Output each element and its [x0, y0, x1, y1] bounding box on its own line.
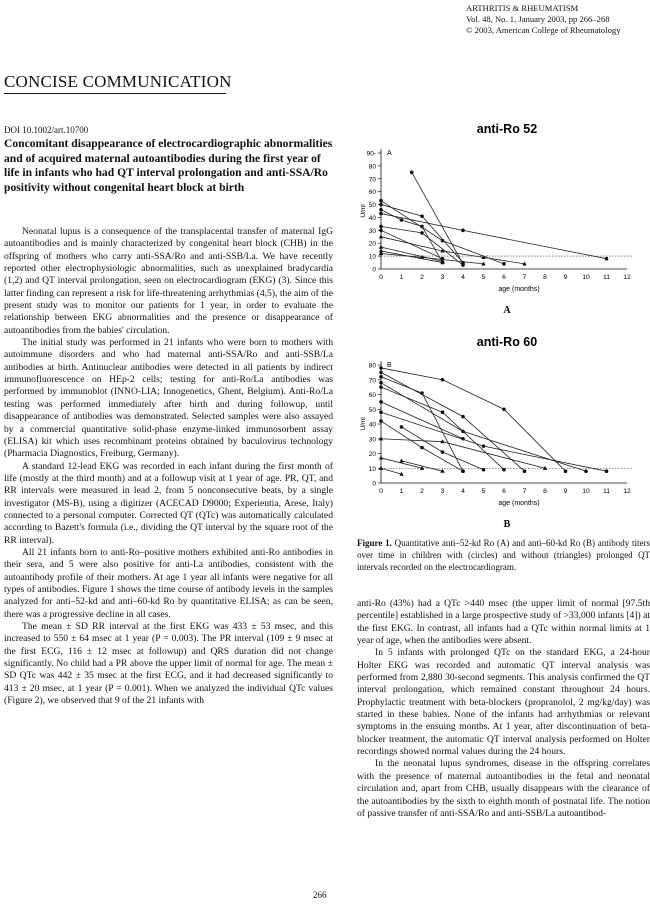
y-tick-label: 0 — [372, 480, 376, 488]
panel-label: A — [503, 305, 511, 316]
data-point-circle — [441, 378, 445, 382]
y-tick-label: 20 — [368, 451, 376, 458]
y-axis-label: U/ml — [360, 417, 367, 431]
x-tick-label: 7 — [522, 274, 527, 281]
section-title: CONCISE COMMUNICATION — [4, 72, 232, 91]
panel-inner-label: B — [387, 362, 392, 369]
data-point-triangle — [379, 245, 383, 249]
chart-title: anti-Ro 52 — [476, 122, 538, 136]
series-line — [381, 387, 504, 470]
x-tick-label: 4 — [461, 488, 465, 495]
chart-panel-b — [360, 335, 633, 530]
x-tick-label: 10 — [582, 274, 590, 281]
data-point-circle — [379, 208, 383, 212]
journal-header — [466, 3, 636, 36]
y-tick-label: 10 — [368, 465, 376, 473]
data-point-circle — [420, 214, 424, 218]
x-tick-label: 5 — [481, 274, 486, 281]
data-point-circle — [461, 415, 465, 419]
data-point-triangle — [379, 234, 383, 238]
journal-volume: Vol. 48, No. 1, January 2003, pp 266–268 — [466, 14, 610, 24]
data-point-circle — [379, 410, 383, 414]
x-tick-label: 5 — [481, 488, 486, 495]
data-point-circle — [441, 410, 445, 414]
x-tick-label: 7 — [522, 488, 527, 495]
chart-title: anti-Ro 60 — [476, 335, 538, 349]
section-rule — [4, 93, 226, 94]
figure-1 — [357, 117, 650, 532]
data-point-circle — [379, 400, 383, 404]
x-tick-label: 8 — [543, 488, 547, 495]
paragraph: The mean ± SD RR interval at the first EKG was 433 ± 53 msec, and this increased to 550 ± 64 msec at 1 year (P = 0.003). The PR interval (109 ± 9 msec at the first ECG, 116 ± 12 msec at followup) and QRS duration did not change significantly. No child had a PR above the upper limit of normal for age. The mean ± SD QTc was 442 ± 35 msec at the first ECG, and it had decreased significantly to 413 ± 20 msec, at 1 year (P = 0.001). When we analyzed the individual QTc values (Figure 2), we observed that 9 of the 21 infants with — [4, 621, 333, 707]
paragraph: The initial study was performed in 21 infants who were born to mothers with autoimmune disorders and who had maternal anti-SSA/Ro and anti-SSB/La antibodies at birth. Antinuclear antibodies were detected in all patients by indirect immunofluorescence on HEp-2 cells; testing for anti-Ro/La antibodies was performed by immunoblot (INNO-LIA; Innogenetics, Ghent, Belgium). Anti-Ro/La testing was performed immediately after birth and during followup, until disappearance of antibodies was demonstrated. Selected samples were also assayed by a commercial quantitative solid-phase enzyme-linked immunosorbent assay (ELISA) kit which uses recombinant proteins obtained by baculovirus technology (Pharmacia Diagnostics, Freiburg, Germany). — [4, 337, 333, 460]
x-axis-label: age (months) — [498, 500, 540, 507]
y-tick-label: 80 — [368, 163, 376, 171]
data-point-circle — [410, 171, 414, 175]
x-tick-label: 2 — [420, 274, 424, 281]
y-tick-label: 70 — [368, 377, 376, 385]
journal-copyright: © 2003, American College of Rheumatology — [466, 25, 621, 35]
series-line — [381, 214, 607, 259]
chart-panel-a — [360, 122, 633, 316]
panel-inner-label: A — [387, 150, 392, 157]
x-tick-label: 12 — [623, 274, 631, 281]
paragraph: Neonatal lupus is a consequence of the transplacental transfer of maternal IgG autoantibodies and is mainly characterized by congenital heart block (CHB) in the offspring of mothers who carry anti-SSA/Ro and anti-SSB/La. We have recently reported other electrophysiologic abnormalities, such as unexplained bradycardia (1,2) and QT interval prolongation, seen on electrocardiogram (EKG) (3). Since this latter finding can represent a risk for life-threatening arrhythmias (4,5), the aim of the present study was to monitor our patients for 1 year, in order to evaluate the relationship between EKG abnormalities and the presence or disappearance of autoantibodies from the babies' circulation. — [4, 226, 333, 336]
x-tick-label: 1 — [399, 274, 404, 281]
data-point-circle — [482, 444, 486, 448]
y-tick-label: 70 — [368, 176, 376, 184]
data-point-circle — [379, 375, 383, 379]
data-point-circle — [420, 391, 424, 395]
data-point-circle — [502, 468, 506, 472]
data-point-circle — [502, 407, 506, 411]
y-tick-label: 30 — [368, 436, 376, 444]
y-tick-label: 40 — [368, 214, 376, 222]
figure-caption — [357, 538, 650, 573]
data-point-circle — [379, 229, 383, 233]
data-point-circle — [379, 199, 383, 203]
y-tick-label: 0 — [372, 266, 376, 274]
doi: DOI 10.1002/art.10700 — [4, 125, 89, 135]
data-point-circle — [379, 212, 383, 216]
y-tick-label: 50 — [368, 406, 376, 414]
paragraph: In 5 infants with prolonged QTc on the standard EKG, a 24-hour Holter EKG was recorded and automatic QT interval analysis was performed from 2,880 30-second segments. This analysis confirmed the QT interval prolongation, which remained constant throughout 24 hours. Prophylactic treatment with beta-blockers (propranolol, 2 mg/kg/day) was started in these babies. None of the infants had arrhythmias or relevant symptoms in the ensuing months. At 1 year, after discontinuation of beta-blocker treatment, the automatic QT interval analysis performed on Holter recordings showed normal values during the 24 hours. — [357, 647, 650, 758]
y-axis-label: U/ml — [360, 204, 367, 218]
article-title: Concomitant disappearance of electrocardiographic abnormalities and of acquired maternal autoantibodies during the first year of life in infants who had QT interval prolongation and anti-SSA/Ro positivity without congenital heart block at birth — [4, 137, 333, 194]
x-tick-label: 0 — [379, 274, 383, 281]
x-tick-label: 10 — [582, 488, 590, 495]
series-line — [402, 427, 484, 470]
x-axis-label: age (months) — [498, 286, 540, 293]
y-tick-label: 80 — [368, 362, 376, 370]
data-point-circle — [379, 225, 383, 229]
data-point-circle — [584, 469, 588, 473]
data-point-triangle — [379, 466, 383, 470]
data-point-circle — [420, 225, 424, 229]
y-tick-label: 10 — [368, 253, 376, 261]
x-tick-label: 1 — [399, 488, 404, 495]
data-point-circle — [379, 381, 383, 385]
x-tick-label: 8 — [543, 274, 547, 281]
data-point-circle — [420, 231, 424, 235]
data-point-triangle — [399, 458, 403, 462]
series-line — [381, 237, 525, 264]
y-tick-label: 90- — [366, 150, 376, 158]
caption-text: Quantitative anti–52-kd Ro (A) and anti–60-kd Ro (B) antibody titers over time in children with (circles) and without (triangles) prolonged QT intervals recorded on the electrocardiogram. — [357, 538, 650, 572]
data-point-circle — [564, 469, 568, 473]
x-tick-label: 9 — [563, 488, 568, 495]
x-tick-label: 11 — [602, 274, 611, 281]
x-tick-label: 2 — [420, 488, 424, 495]
x-tick-label: 4 — [461, 274, 465, 281]
y-tick-label: 60 — [368, 189, 376, 197]
caption-label: Figure 1. — [357, 538, 392, 548]
paragraph: In the neonatal lupus syndromes, disease in the offspring correlates with the presence of maternal autoantibodies in the fetal and neonatal circulation and, apart from CHB, usually disappears with the clearance of the autoantibodies by the sixth to eighth month of postnatal life. The notion of passive transfer of anti-SSA/Ro and anti-SSB/La autoantibod- — [357, 758, 650, 819]
data-point-circle — [400, 218, 404, 222]
data-point-circle — [482, 468, 486, 472]
data-point-triangle — [379, 436, 383, 440]
data-point-circle — [379, 419, 383, 423]
data-point-circle — [461, 229, 465, 233]
data-point-circle — [461, 262, 465, 266]
column-right — [357, 598, 650, 820]
data-point-circle — [379, 371, 383, 375]
series-line — [381, 468, 402, 474]
y-tick-label: 40 — [368, 421, 376, 429]
y-tick-label: 30 — [368, 227, 376, 235]
data-point-circle — [441, 450, 445, 454]
data-point-circle — [605, 257, 609, 261]
x-tick-label: 3 — [440, 274, 445, 281]
page-number: 266 — [313, 890, 327, 900]
data-point-circle — [379, 203, 383, 207]
data-point-circle — [379, 366, 383, 370]
x-tick-label: 0 — [379, 488, 383, 495]
x-tick-label: 11 — [602, 488, 611, 495]
x-tick-label: 12 — [623, 488, 631, 495]
paragraph: A standard 12-lead EKG was recorded in each infant during the first month of life (mostly at the third month) and at a followup visit at 1 year of age. PR, QT, and RR intervals were measured in lead 2, from 5 nonconsecutive beats, by a single investigator (MS-B), using a digitizer (ACECAD D9000; Experientia, Arese, Italy) connected to a personal computer. Corrected QT (QTc) was automatically calculated according to Bazett's formula (i.e., dividing the QT interval by the square root of the RR interval). — [4, 460, 333, 546]
paragraph: anti-Ro (43%) had a QTc >440 msec (the upper limit of normal [97.5th percentile] established in a large prospective study of >33,000 infants [4]) at the first EKG. In contrast, all infants had a QTc within normal limits at 1 year of age, when the antibodies were absent. — [357, 598, 650, 647]
data-point-circle — [400, 425, 404, 429]
y-tick-label: 60 — [368, 392, 376, 399]
data-point-circle — [523, 469, 527, 473]
x-tick-label: 6 — [502, 488, 506, 495]
x-tick-label: 3 — [440, 488, 445, 495]
y-tick-label: 20 — [368, 240, 376, 248]
journal-name: ARTHRITIS & RHEUMATISM — [466, 3, 579, 13]
series-line — [381, 383, 586, 472]
x-tick-label: 6 — [502, 274, 506, 281]
column-left — [4, 226, 333, 707]
panel-label: B — [503, 519, 511, 530]
data-point-circle — [461, 469, 465, 473]
data-point-triangle — [379, 456, 383, 460]
x-tick-label: 9 — [563, 274, 568, 281]
y-tick-label: 50 — [368, 202, 376, 210]
data-point-circle — [502, 262, 506, 266]
data-point-circle — [379, 385, 383, 389]
data-point-circle — [605, 469, 609, 473]
paragraph: All 21 infants born to anti-Ro–positive mothers exhibited anti-Ro antibodies in their sera, and 5 were also positive for anti-La antibodies, consistent with the autoantibody profile of their mothers. At age 1 year all infants were negative for all types of antibodies. Figure 1 shows the time course of antibody levels in the samples analyzed for anti–52-kd and anti–60-kd Ro by quantitative ELISA; as can be seen, there was a progressive decline in all cases. — [4, 546, 333, 620]
data-point-circle — [420, 446, 424, 450]
